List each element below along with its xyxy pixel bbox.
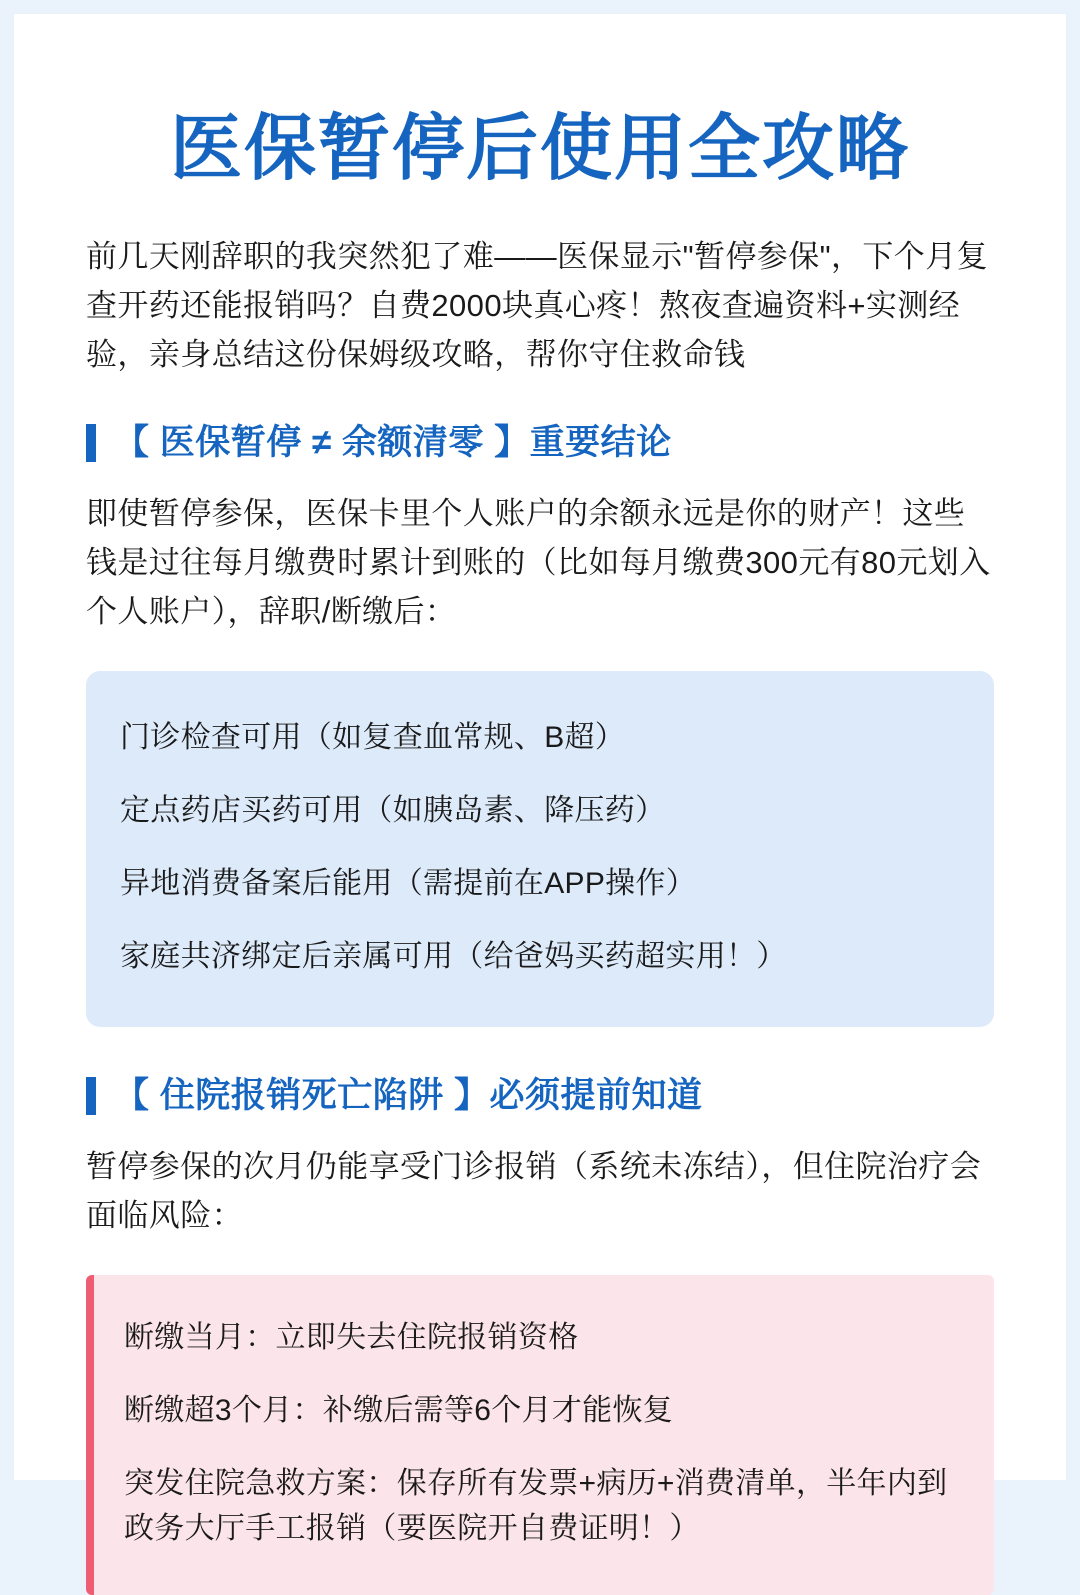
section-title-text: 【 住院报销死亡陷阱 】必须提前知道	[114, 1076, 703, 1115]
list-item: 断缴超3个月：补缴后需等6个月才能恢复	[124, 1393, 674, 1427]
list-item: 突发住院急救方案：保存所有发票+病历+消费清单，半年内到政务大厅手工报销（要医院开自费证明！）	[124, 1466, 948, 1545]
section-accent-bar	[86, 1077, 96, 1115]
intro-paragraph: 前几天刚辞职的我突然犯了难——医保显示"暂停参保"，下个月复查开药还能报销吗？自费2000块真心疼！熬夜查遍资料+实测经验，亲身总结这份保姆级攻略，帮你守住救命钱	[86, 239, 989, 373]
section-1-paragraph: 即使暂停参保，医保卡里个人账户的余额永远是你的财产！这些钱是过往每月缴费时累计到账的（比如每月缴费300元有80元划入个人账户），辞职/断缴后：	[86, 496, 991, 630]
usable-list-card	[86, 671, 994, 1027]
section-2-paragraph: 暂停参保的次月仍能享受门诊报销（系统未冻结），但住院治疗会面临风险：	[86, 1149, 982, 1233]
section-heading-2	[86, 1075, 994, 1117]
section-accent-bar	[86, 424, 96, 462]
list-item: 门诊检查可用（如复查血常规、B超）	[120, 721, 626, 754]
risk-list-card	[86, 1275, 994, 1595]
list-item: 断缴当月：立即失去住院报销资格	[124, 1320, 579, 1354]
list-item: 异地消费备案后能用（需提前在APP操作）	[120, 867, 697, 900]
section-title-text: 【 医保暂停 ≠ 余额清零 】重要结论	[114, 423, 672, 463]
section-heading-1	[86, 422, 994, 464]
list-item: 定点药店买药可用（如胰岛素、降压药）	[120, 794, 666, 827]
page-title: 医保暂停后使用全攻略	[169, 109, 910, 189]
list-item: 家庭共济绑定后亲属可用（给爸妈买药超实用！）	[120, 940, 787, 973]
content-container	[14, 14, 1066, 1595]
